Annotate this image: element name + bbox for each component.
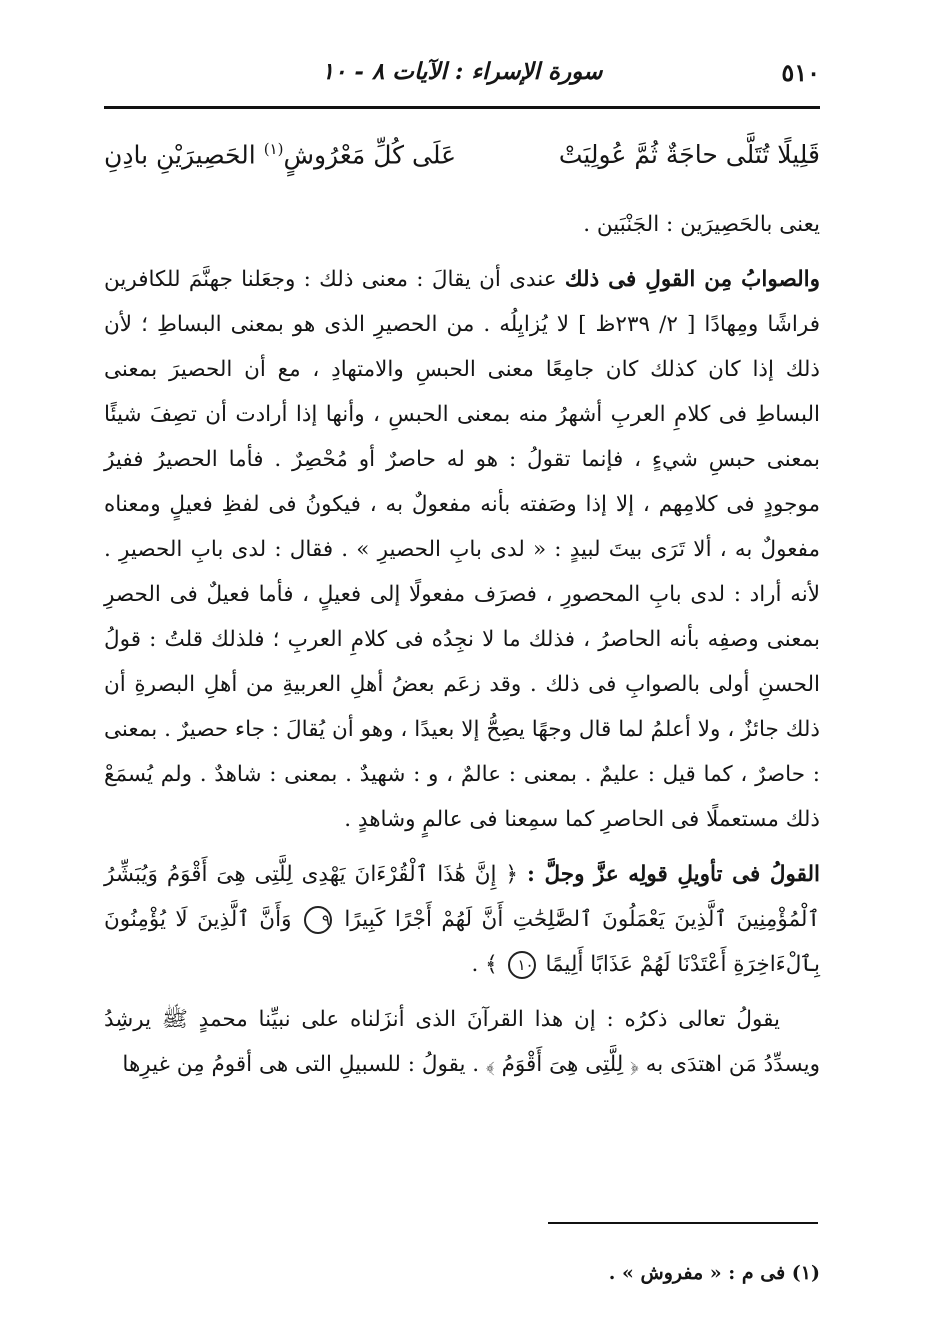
gloss-text: يعنى بالحَصِيرَين : الجَنْبَين . — [583, 212, 820, 237]
footnote-rule — [548, 1222, 818, 1224]
body-text — [104, 202, 820, 1097]
paragraph-commentary — [104, 257, 820, 842]
quran-text-b: وَأَنَّ ٱلَّذِينَ لَا يُؤْمِنُونَ بِٱلْءَاخِرَةِ أَعْتَدْنَا لَهُمْ عَذَابًا أَلِيمًا — [104, 907, 820, 977]
paragraph-gloss — [104, 202, 820, 247]
verse-second-part-a: عَلَى كُلِّ مَعْرُوشٍ — [283, 140, 457, 170]
verse-second-part-b: الحَصِيرَيْنِ بادِنِ — [104, 140, 256, 170]
paragraph-explanation — [104, 997, 820, 1087]
quran-text-a: ﴿ إِنَّ هَٰذَا ٱلْقُرْءَانَ يَهْدِى لِلَّتِى هِىَ أَقْوَمُ وَيُبَشِّرُ ٱلْمُؤْمِنِينَ ٱلَّذِينَ يَعْمَلُونَ ٱلصَّٰلِحَٰتِ أَنَّ لَهُمْ أَجْرًا كَبِيرًا — [104, 862, 821, 932]
poetry-verse — [104, 140, 820, 190]
explanation-text: يقولُ تعالى ذكرُه : إن هذا القرآنَ الذى أنزَلناه على نبيِّنا محمدٍ ﷺ يرشِدُ ويسدِّدُ مَن اهتدَى به ﴿ لِلَّتِى هِىَ أَقْوَمُ ﴾ . يقولُ : للسبيلِ التى هى أقومُ مِن غيرِها — [104, 1007, 820, 1077]
ayah-number-ornament: ٩ — [304, 906, 332, 934]
heading-lead: القولُ فى تأويلِ قولِه عزَّ وجلَّ : — [526, 862, 821, 887]
page-number: ٥١٠ — [781, 58, 820, 87]
paragraph-text: عندى أن يقالَ : معنى ذلك : وجعَلنا جهنَّمَ للكافرين فراشًا ومِهادًا [ ٢/ ٢٣٩ظ ] لا يُزايِلُه . من الحصيرِ الذى هو بمعنى البساطِ ؛ لأن ذلك إذا كان كذلك كان جامِعًا معنى الحبسِ والامتهادِ ، مع أن الحصيرَ بمعنى البساطِ فى كلامِ العربِ أشهرُ منه بمعنى الحبسِ ، وأنها إذا أرادت أن تصِفَ شيئًا بمعنى حبسِ شيءٍ ، فإنما تقولُ : هو له حاصرٌ أو مُحْصِرٌ . فأما الحصيرُ ففيرُ موجودٍ فى كلامِهم ، إلا إذا وصَفته بأنه مفعولٌ به ، فيكونُ فى لفظِ فعيلٍ ومعناه مفعولٌ به ، ألا تَرَى بيتَ لبيدٍ : « لدى بابِ الحصيرِ » . فقال : لدى بابِ الحصيرِ . لأنه أراد : لدى بابِ المحصورِ ، فصرَف مفعولًا إلى فعيلٍ ، فأما فعيلٌ فى الحصرِ بمعنى وصفِه بأنه الحاصرُ ، فذلك ما لا نجِدُه فى كلامِ العربِ ؛ فلذلك قلتُ : قولُ الحسنِ أولى بالصوابِ فى ذلك . وقد زعَم بعضُ أهلِ العربيةِ من أهلِ البصرةِ أن ذلك جائزٌ ، ولا أعلمُ لما قال وجهًا يصِحُّ إلا بعيدًا ، وهو أن يُقالَ : جاء حصيرٌ . بمعنى : حاصرٌ ، كما قيل : عليمٌ . بمعنى : عالمٌ ، و : شهيدٌ . بمعنى : شاهدٌ . ولم يُسمَعْ ذلك مستعملًا فى الحاصرِ كما سمِعنا فى عالمٍ وشاهدٍ . — [104, 267, 821, 832]
quran-close: ﴾ . — [471, 952, 498, 977]
page-header — [104, 52, 820, 98]
paragraph-lead: والصوابُ مِن القولِ فى ذلك — [564, 267, 820, 292]
header-rule — [104, 106, 820, 109]
footnote-marker: (١) — [263, 140, 284, 158]
running-title: سورة الإسراء : الآيات ٨ - ١٠ — [321, 58, 603, 85]
verse-first-hemistich: قَلِيلًا تُتَلَّى حاجَةٌ ثُمَّ عُولِيَتْ — [558, 140, 820, 169]
paragraph-quran-heading — [104, 852, 820, 987]
footnote: (١) فى م : « مفروش » . — [608, 1262, 820, 1284]
verse-second-hemistich — [104, 140, 456, 169]
ayah-number-ornament: ١٠ — [508, 951, 536, 979]
